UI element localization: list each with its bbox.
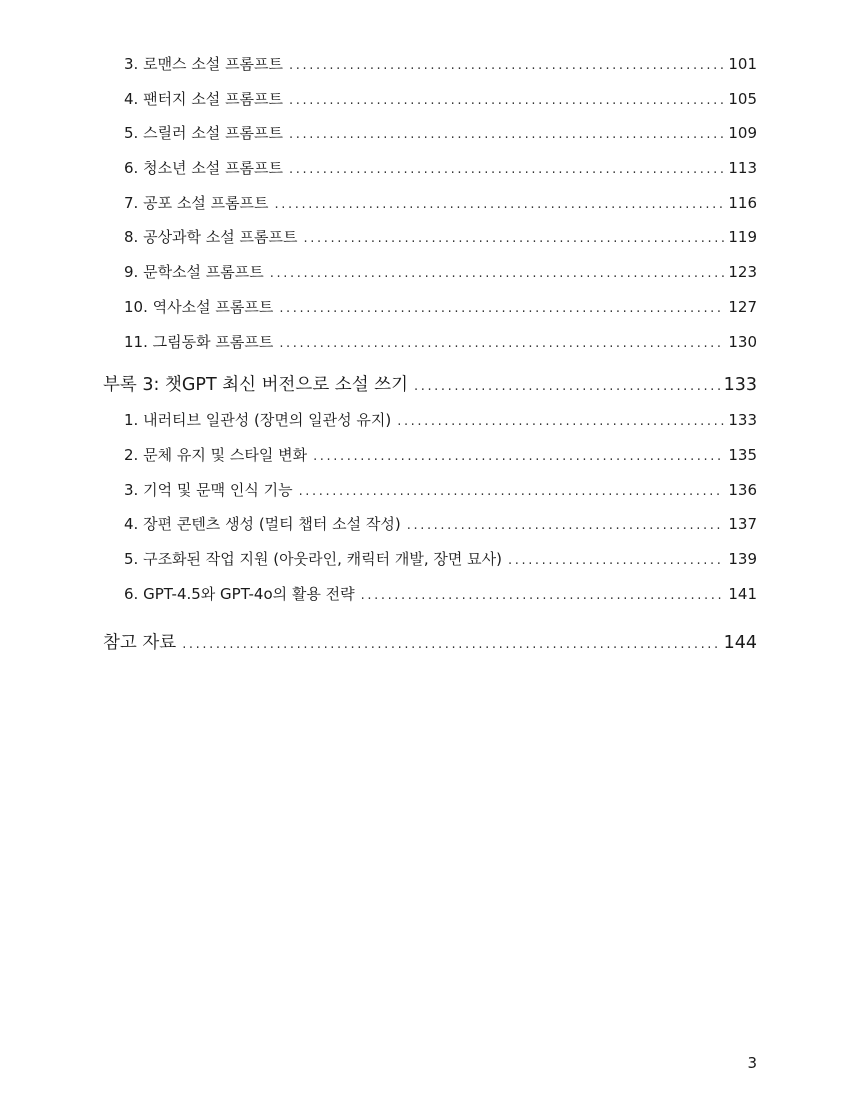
toc-entry[interactable] — [103, 226, 757, 261]
toc-entry[interactable] — [103, 513, 757, 548]
toc-section-page: 144 — [723, 633, 757, 654]
toc-entry-page: 101 — [728, 55, 757, 73]
toc-entry-title: 3. 로맨스 소설 프롬프트 — [124, 55, 284, 73]
toc-entry-page: 141 — [728, 584, 757, 603]
toc-section-page: 133 — [723, 375, 757, 396]
table-of-contents — [103, 53, 757, 667]
toc-entry-title: 4. 팬터지 소설 프롬프트 — [124, 89, 284, 108]
toc-entry-page: 116 — [728, 193, 757, 212]
toc-entry-page: 137 — [728, 515, 757, 534]
toc-entry-title: 6. 청소년 소설 프롬프트 — [124, 159, 284, 178]
toc-entry-title: 3. 기억 및 문맥 인식 기능 — [124, 480, 293, 499]
toc-leader-dots — [313, 449, 724, 464]
toc-entry-title: 5. 스릴러 소설 프롬프트 — [124, 124, 284, 143]
toc-leader-dots — [361, 588, 725, 603]
toc-leader-dots — [289, 58, 724, 73]
toc-entry[interactable] — [103, 409, 757, 444]
toc-entry[interactable] — [103, 122, 757, 157]
toc-entry-page: 119 — [728, 228, 757, 247]
toc-leader-dots — [289, 162, 724, 177]
toc-entry[interactable] — [103, 444, 757, 479]
toc-leader-dots — [397, 414, 724, 429]
toc-entry-page: 127 — [728, 297, 757, 316]
toc-leader-dots — [304, 231, 725, 246]
toc-entry-page: 105 — [728, 89, 757, 108]
toc-entry[interactable] — [103, 53, 757, 88]
toc-entry-title: 2. 문체 유지 및 스타일 변화 — [124, 445, 308, 464]
toc-leader-dots — [182, 637, 719, 652]
toc-leader-dots — [279, 336, 724, 351]
toc-entry-page: 113 — [728, 159, 757, 178]
toc-entry-page: 123 — [728, 263, 757, 282]
toc-entry-page: 139 — [728, 549, 757, 568]
toc-section-heading[interactable] — [103, 629, 757, 665]
toc-section-title: 부록 3: 챗GPT 최신 버전으로 소설 쓰기 — [103, 375, 408, 396]
toc-entry-title: 8. 공상과학 소설 프롬프트 — [124, 228, 298, 247]
toc-leader-dots — [270, 266, 725, 281]
toc-entry-title: 6. GPT-4.5와 GPT-4o의 활용 전략 — [124, 584, 355, 603]
toc-entry-title: 10. 역사소설 프롬프트 — [124, 297, 274, 316]
toc-entry-page: 109 — [728, 124, 757, 143]
toc-leader-dots — [289, 127, 724, 142]
toc-entry[interactable] — [103, 479, 757, 514]
toc-entry-title: 7. 공포 소설 프롬프트 — [124, 193, 269, 212]
toc-leader-dots — [275, 197, 725, 212]
toc-leader-dots — [508, 553, 724, 568]
toc-section-heading[interactable] — [103, 371, 757, 407]
toc-entry-title: 4. 장편 콘텐츠 생성 (멀티 챕터 소설 작성) — [124, 515, 401, 534]
toc-entry-page: 135 — [728, 445, 757, 464]
toc-entry[interactable] — [103, 296, 757, 331]
toc-entry[interactable] — [103, 548, 757, 583]
toc-leader-dots — [414, 379, 720, 394]
toc-leader-dots — [279, 301, 724, 316]
toc-section-title: 참고 자료 — [103, 633, 177, 654]
toc-entry[interactable] — [103, 331, 757, 366]
toc-entry-title: 5. 구조화된 작업 지원 (아웃라인, 캐릭터 개발, 장면 묘사) — [124, 549, 502, 568]
toc-entry-title: 1. 내러티브 일관성 (장면의 일관성 유지) — [124, 411, 392, 430]
toc-entry[interactable] — [103, 192, 757, 227]
toc-entry[interactable] — [103, 261, 757, 296]
toc-leader-dots — [407, 518, 725, 533]
toc-entry[interactable] — [103, 157, 757, 192]
toc-entry-page: 133 — [728, 411, 757, 430]
toc-entry-page: 136 — [728, 480, 757, 499]
toc-entry-title: 11. 그림동화 프롬프트 — [124, 332, 274, 351]
toc-entry-page: 130 — [728, 332, 757, 351]
toc-leader-dots — [289, 93, 724, 108]
toc-entry[interactable] — [103, 88, 757, 123]
toc-entry[interactable] — [103, 583, 757, 618]
page-number: 3 — [747, 1054, 757, 1072]
toc-leader-dots — [299, 484, 725, 499]
toc-entry-title: 9. 문학소설 프롬프트 — [124, 263, 264, 282]
